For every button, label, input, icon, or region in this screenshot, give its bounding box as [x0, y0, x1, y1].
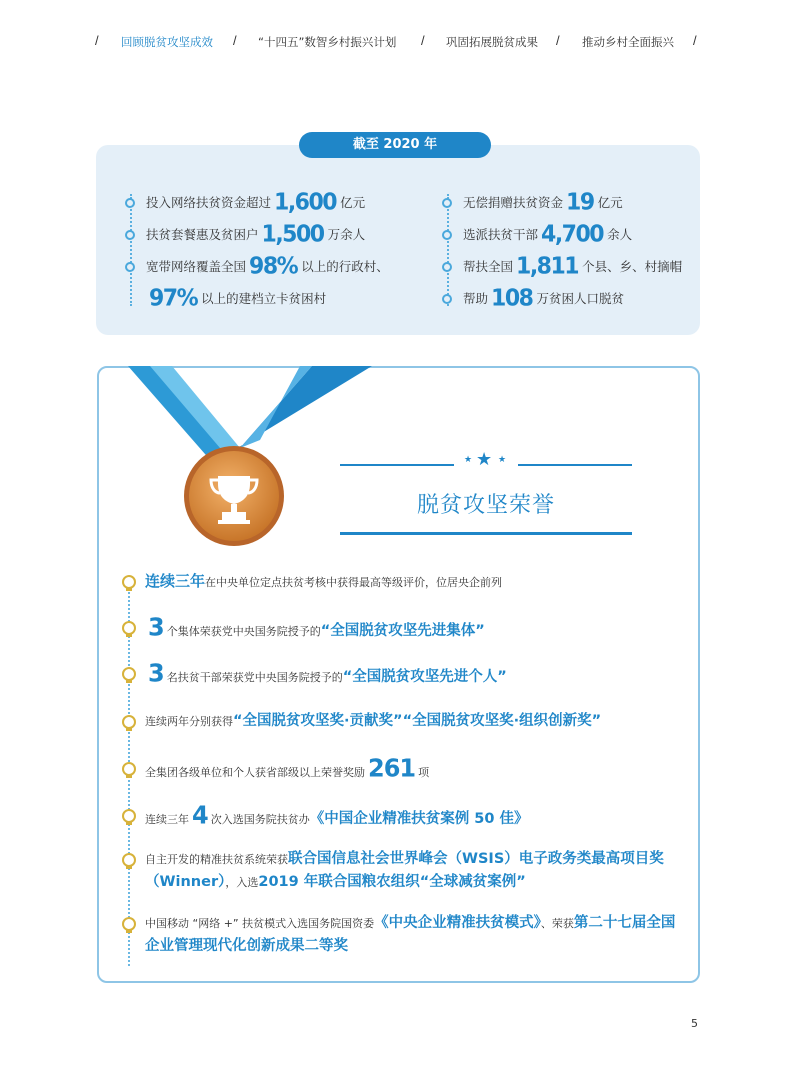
- honor-item: 全集团各级单位和个人获省部级以上荣誉奖励 261 项: [120, 757, 680, 784]
- bulb-icon: [120, 714, 138, 732]
- stat-value: 108: [491, 284, 533, 312]
- nav-item-consolidate[interactable]: 巩固拓展脱贫成果: [446, 35, 538, 49]
- honors-title: 脱贫攻坚荣誉: [416, 493, 555, 518]
- stat-people: 帮助 108 万贫困人口脱贫: [441, 282, 682, 314]
- honor-item: 中国移动 “网络 +” 扶贫模式入选国务院国资委《中央企业精准扶贫模式》、荣获第二十七届全国企业管理现代化创新成果二等奖: [120, 912, 678, 958]
- stat-package: 扶贫套餐惠及贫困户 1,500 万余人: [124, 218, 389, 250]
- honor-item: 3 个集体荣获党中央国务院授予的“全国脱贫攻坚先进集体”: [120, 616, 680, 643]
- stat-counties: 帮扶全国 1,811 个县、乡、村摘帽: [441, 250, 682, 282]
- star-icon: ★: [464, 455, 473, 465]
- nav-item-revitalize[interactable]: 推动乡村全面振兴: [582, 35, 674, 49]
- stat-value: 1,811: [516, 252, 579, 280]
- stat-value: 4,700: [541, 220, 604, 248]
- stat-value: 1,500: [261, 220, 324, 248]
- star-icon: ★: [476, 449, 493, 470]
- nav-separator: /: [421, 33, 425, 48]
- bulb-icon: [120, 761, 138, 779]
- stat-value: 19: [566, 188, 594, 216]
- stat-villages: 97% 以上的建档立卡贫困村: [149, 284, 327, 312]
- honor-item: 连续三年在中央单位定点扶贫考核中获得最高等级评价，位居央企前列: [120, 570, 680, 594]
- divider: [340, 464, 454, 466]
- bulb-icon: [120, 808, 138, 826]
- medal-ribbon: [0, 0, 795, 470]
- stats-year-tag: 截至 2020 年: [299, 132, 491, 158]
- stat-broadband: 宽带网络覆盖全国 98% 以上的行政村、: [124, 250, 389, 282]
- honor-item: 3 名扶贫干部荣获党中央国务院授予的“全国脱贫攻坚先进个人”: [120, 662, 680, 689]
- bulb-icon: [120, 574, 138, 592]
- bulb-icon: [120, 666, 138, 684]
- bulb-icon: [120, 916, 138, 934]
- stat-donation: 无偿捐赠扶贫资金 19 亿元: [441, 186, 682, 218]
- nav-separator: /: [693, 33, 697, 48]
- nav-item-review[interactable]: 回顾脱贫攻坚成效: [121, 35, 213, 49]
- page-number: 5: [691, 1017, 698, 1030]
- stat-value: 1,600: [274, 188, 337, 216]
- star-icon: ★: [498, 455, 507, 465]
- honor-item: 自主开发的精准扶贫系统荣获联合国信息社会世界峰会（WSIS）电子政务类最高项目奖（Winner），入选2019 年联合国粮农组织“全球减贫案例”: [120, 848, 678, 894]
- divider: [340, 532, 632, 535]
- stat-value: 97%: [149, 284, 198, 312]
- nav-separator: /: [95, 33, 99, 48]
- stat-funding: 投入网络扶贫资金超过 1,600 亿元: [124, 186, 389, 218]
- divider: [518, 464, 632, 466]
- honor-item: 连续两年分别获得“全国脱贫攻坚奖·贡献奖”“全国脱贫攻坚奖·组织创新奖”: [120, 710, 680, 733]
- stat-cadres: 选派扶贫干部 4,700 余人: [441, 218, 682, 250]
- bulb-icon: [120, 620, 138, 638]
- trophy-medal-icon: [180, 440, 288, 548]
- nav-item-plan[interactable]: “十四五”数智乡村振兴计划: [258, 35, 397, 49]
- nav-separator: /: [556, 33, 560, 48]
- nav-separator: /: [233, 33, 237, 48]
- honor-item: 连续三年 4 次入选国务院扶贫办《中国企业精准扶贫案例 50 佳》: [120, 804, 680, 831]
- stat-value: 98%: [249, 252, 298, 280]
- bulb-icon: [120, 852, 138, 870]
